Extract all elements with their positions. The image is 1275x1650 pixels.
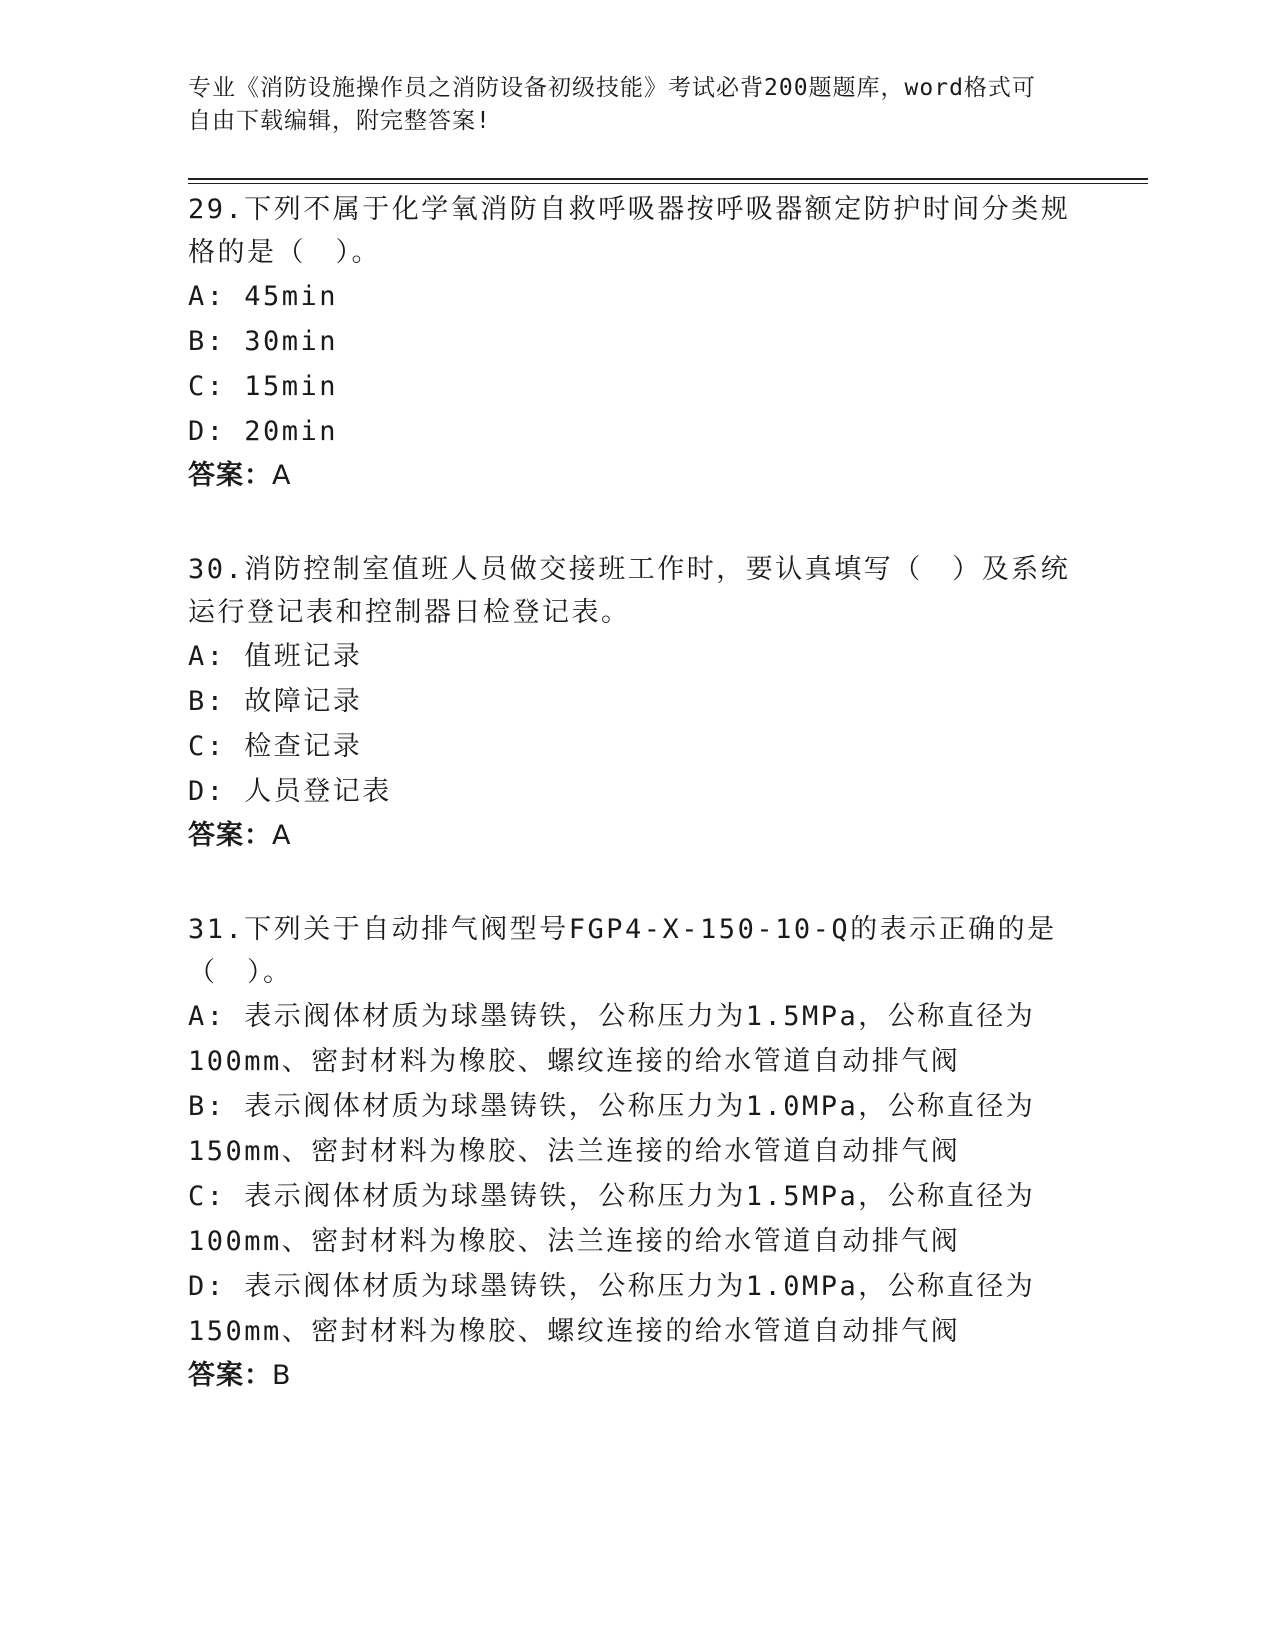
question-stem: 29.下列不属于化学氧消防自救呼吸器按呼吸器额定防护时间分类规格的是（ ）。	[188, 194, 1071, 268]
option-c: C: 检查记录	[188, 731, 363, 762]
option-b: B: 表示阀体材质为球墨铸铁，公称压力为1.0MPa，公称直径为150mm、密封材料为橡胶、法兰连接的给水管道自动排气阀	[188, 1091, 1036, 1167]
option-a: A: 值班记录	[188, 641, 363, 672]
option-a: A: 45min	[188, 281, 339, 312]
question-29	[188, 188, 1078, 497]
option-b: B: 故障记录	[188, 686, 363, 717]
answer-value: A	[272, 460, 292, 491]
answer-label: 答案：	[188, 1360, 272, 1391]
question-stem: 31.下列关于自动排气阀型号FGP4-X-150-10-Q的表示正确的是（ ）。	[188, 914, 1057, 988]
option-d: D: 20min	[188, 416, 339, 447]
option-d: D: 表示阀体材质为球墨铸铁，公称压力为1.0MPa，公称直径为150mm、密封材料为橡胶、螺纹连接的给水管道自动排气阀	[188, 1271, 1036, 1347]
answer-line	[188, 1354, 1078, 1397]
question-stem: 30.消防控制室值班人员做交接班工作时，要认真填写（ ）及系统运行登记表和控制器日检登记表。	[188, 554, 1071, 628]
question-31	[188, 908, 1078, 1397]
header-line-2: 自由下载编辑，附完整答案!	[188, 108, 491, 134]
option-d: D: 人员登记表	[188, 776, 392, 807]
answer-value: B	[272, 1360, 292, 1391]
question-30	[188, 548, 1078, 857]
option-c: C: 表示阀体材质为球墨铸铁，公称压力为1.5MPa，公称直径为100mm、密封材料为橡胶、法兰连接的给水管道自动排气阀	[188, 1181, 1036, 1257]
answer-line	[188, 454, 1078, 497]
answer-value: A	[272, 820, 292, 851]
header-divider-thick	[188, 178, 1148, 180]
option-a: A: 表示阀体材质为球墨铸铁，公称压力为1.5MPa，公称直径为100mm、密封材料为橡胶、螺纹连接的给水管道自动排气阀	[188, 1001, 1036, 1077]
document-header	[188, 72, 1088, 138]
option-c: C: 15min	[188, 371, 339, 402]
answer-label: 答案：	[188, 460, 272, 491]
answer-label: 答案：	[188, 820, 272, 851]
answer-line	[188, 814, 1078, 857]
option-b: B: 30min	[188, 326, 339, 357]
header-divider-thin	[188, 183, 1148, 184]
header-line-1: 专业《消防设施操作员之消防设备初级技能》考试必背200题题库，word格式可	[188, 75, 1036, 101]
